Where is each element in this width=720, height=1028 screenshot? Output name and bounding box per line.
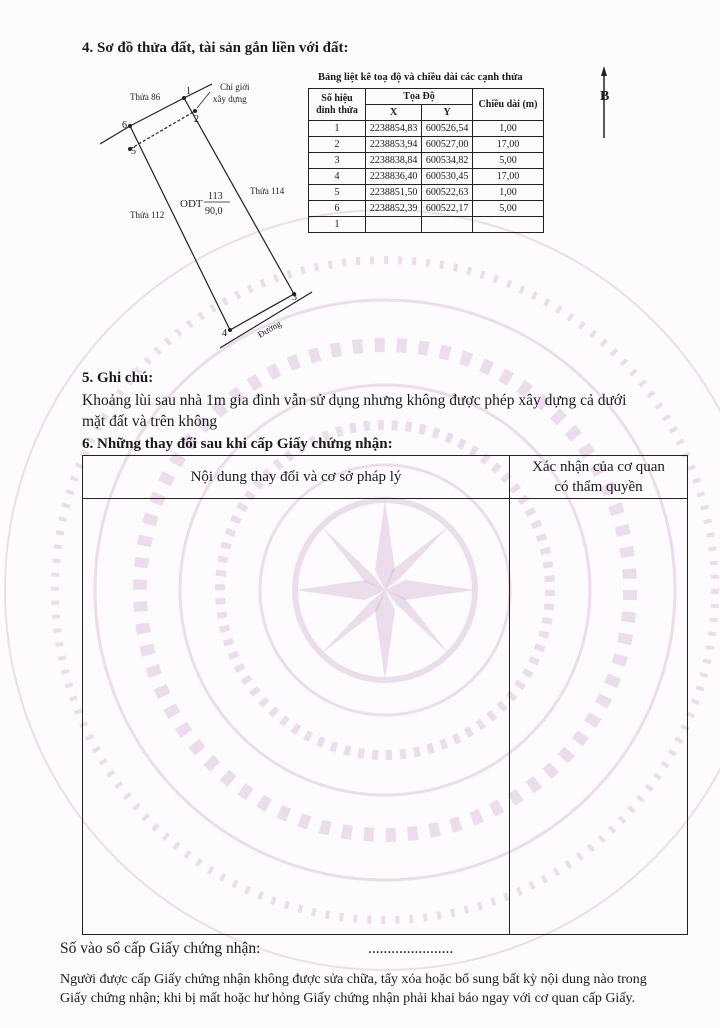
coord-cell-point: 1 [309,217,366,233]
coord-cell-y: 600522,63 [422,185,473,201]
coord-cell-point: 5 [309,185,366,201]
header-coord: Tọa Độ [366,89,473,105]
road-label: Đường [256,318,283,340]
footer-note-line-1: Người được cấp Giấy chứng nhận không được sửa chữa, tẩy xóa hoặc bổ sung bất kỳ nội dung nào trong [60,972,647,987]
coord-cell-x: 2238852,39 [366,201,422,217]
neighbor-left: Thửa 112 [130,210,165,220]
coord-cell-x: 2238851,50 [366,185,422,201]
section-6-title: 6. Những thay đổi sau khi cấp Giấy chứng nhận: [82,436,393,452]
coord-cell-length: 1,00 [473,185,544,201]
coord-cell-x: 2238853,94 [366,137,422,153]
header-y: Y [422,105,473,121]
coord-cell-x: 2238836,40 [366,169,422,185]
leader-line [197,92,210,108]
boundary-note-line1: Chỉ giới [220,82,250,92]
coord-cell-y: 600526,54 [422,121,473,137]
point-label-3: 3 [292,292,297,303]
coord-cell-length: 5,00 [473,153,544,169]
coord-cell-y: 600534,82 [422,153,473,169]
footer-note-line-2: Giấy chứng nhận; khi bị mất hoặc hư hỏng Giấy chứng nhận phải khai báo ngay với cơ quan cấp Giấy. [60,991,636,1006]
changes-col-content: Nội dung thay đổi và cơ sở pháp lý [83,456,510,499]
north-arrow-icon [600,66,620,138]
coord-cell-y: 600527,00 [422,137,473,153]
coord-cell-point: 3 [309,153,366,169]
parcel-area: 90,0 [205,206,223,217]
coord-row [309,201,544,217]
neighbor-top: Thửa 86 [130,92,161,102]
coord-cell-length: 17,00 [473,169,544,185]
note-text [82,390,626,432]
header-length: Chiều dài (m) [473,89,544,121]
changes-col-confirmation: Xác nhận của cơ quan có thẩm quyền [510,456,688,499]
parcel-diagram [100,78,315,358]
coord-row [309,121,544,137]
parcel-number: 113 [208,191,223,202]
point-label-5: 5 [131,146,136,157]
coord-cell-y: 600522,17 [422,201,473,217]
coord-cell-point: 2 [309,137,366,153]
coord-row [309,217,544,233]
footer-note [60,970,647,1008]
point-label-1: 1 [186,86,191,97]
coord-table-title: Bảng liệt kê toạ độ và chiều dài các cạnh thửa [318,72,523,83]
changes-content-cell [83,499,510,935]
coord-cell-point: 6 [309,201,366,217]
changes-confirmation-cell [510,499,688,935]
section-5-title: 5. Ghi chú: [82,370,154,386]
point-label-4: 4 [222,328,227,339]
north-label: B [600,89,610,104]
register-value: ...................... [368,940,454,957]
point-label-6: 6 [122,120,127,131]
coord-cell-x [366,217,422,233]
coord-row [309,185,544,201]
coord-cell-point: 1 [309,121,366,137]
coord-cell-y: 600530,45 [422,169,473,185]
coord-cell-length: 1,00 [473,121,544,137]
note-line-1: Khoảng lùi sau nhà 1m gia đình vẫn sử dụng nhưng không được phép xây dựng cả dưới [82,392,627,409]
neighbor-right: Thửa 114 [250,186,285,196]
coord-cell-y [422,217,473,233]
coord-cell-x: 2238854,83 [366,121,422,137]
header-point: Số hiệu đỉnh thửa [309,89,366,121]
header-x: X [366,105,422,121]
land-code: ODT [180,198,203,210]
coord-cell-length [473,217,544,233]
coord-cell-point: 4 [309,169,366,185]
coord-cell-length: 5,00 [473,201,544,217]
coord-table [308,88,544,233]
road-edge [220,292,312,348]
coord-cell-length: 17,00 [473,137,544,153]
changes-table [82,455,688,935]
point-label-2: 2 [194,114,199,125]
coord-row [309,169,544,185]
coord-row [309,153,544,169]
note-line-2: mặt đất và trên không [82,413,218,430]
register-label: Số vào sổ cấp Giấy chứng nhận: [60,940,261,957]
coord-row [309,137,544,153]
building-line [130,111,195,149]
section-4-title: 4. Sơ đồ thửa đất, tài sản gắn liền với đất: [82,40,349,56]
coord-cell-x: 2238838,84 [366,153,422,169]
boundary-note-line2: xây dựng [213,94,247,104]
